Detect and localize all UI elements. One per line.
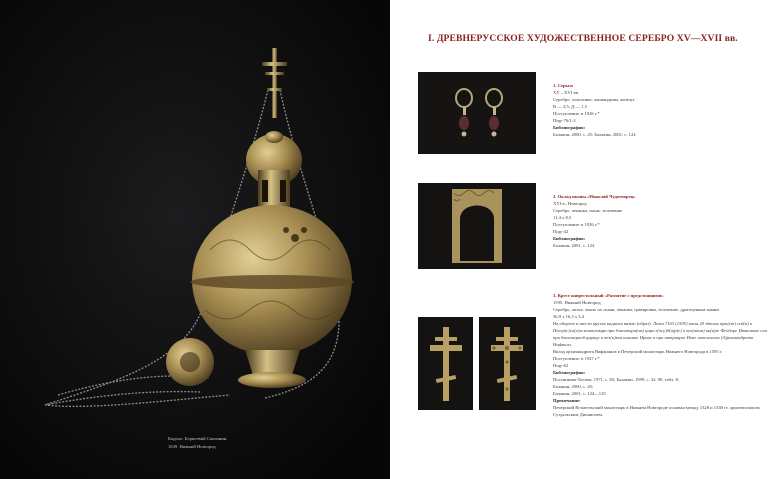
right-page — [390, 0, 780, 479]
entry-material: Серебро, золочение, альмандины, жемчуг — [553, 97, 635, 102]
entry-bib: Балакин, 2001, с. 124 — [553, 243, 595, 248]
entry-size: 11,4 х 8,5 — [553, 215, 572, 220]
entry-material: Серебро, чеканка, скань, золочение — [553, 208, 623, 213]
entry-note-label: Примечание: — [553, 398, 581, 403]
cross-front-photo — [418, 317, 473, 410]
icon-cover-photo — [418, 183, 536, 269]
caption-line-1: Кадило. Борисевий Сколинин. — [168, 436, 228, 441]
entry-bib-2: Балакин, 2000, с. 45; — [553, 384, 594, 389]
earrings-photo — [418, 72, 536, 154]
entry-note: Печерский Вознесенский монастырь в Нижнем Новгороде основан между 1328 и 1330 гг. архиепископом Суздальским Дионисием. — [553, 405, 760, 417]
entry-bib-1: Постникова-Лосева, 1971, с. 83; Балакин, 1999, с. 32, 90, табл. 8; — [553, 377, 680, 382]
entry-size: В — 3,5; Д — 1,5 — [553, 104, 587, 109]
entry-date: XVI в., Новгород — [553, 201, 587, 206]
entry-bib-label: Библиография: — [553, 125, 586, 130]
entry-inventory: Пщу-62 — [553, 363, 569, 368]
catalog-entry-3 — [553, 292, 768, 418]
entry-bib-3: Балакин, 2001, с. 124—125 — [553, 391, 606, 396]
entry-acquisition: Поступление: в 1926 г.* — [553, 111, 600, 116]
entry-acquisition: Поступление: в 1926 г.* — [553, 222, 600, 227]
photo-caption — [168, 435, 288, 451]
entry-material: Серебро, литье, эмаль по скани, чеканка, гравировка, золочение, драгоценные камни — [553, 307, 719, 312]
entry-inventory: Пщу-76/1-2 — [553, 118, 576, 123]
inscription-intro: На обороте в шести кругах надпись вязью (образ): — [553, 321, 652, 326]
catalog-entry-2 — [553, 193, 768, 249]
entry-bib: Балакин, 2000, с. 45; Балакин, 2001, с. 124 — [553, 132, 636, 137]
entry-inscription — [553, 320, 768, 348]
censer-base — [238, 372, 306, 388]
inscription-text: Лета 7103 (1595) июля 20 здѣлан крѣ(ст) сей(и) в Печер(с)ск(о)м монастыри при благовѣрн(ом) цари г(осу)д(а)р(е) и вел(иком) кн(я)зе Феодоре Ивановиче сии при благоверной царице и вел(и)кои кнагине Ирине и при патриархе Иове повелением (А)рхимандрита Нафаила. — [553, 321, 767, 347]
entry-bib-label: Библиография: — [553, 370, 586, 375]
entry-title: 2. Оклад иконы «Николай Чудотворец» — [553, 194, 636, 199]
entry-inventory: Пщу-42 — [553, 229, 569, 234]
cross-back-photo — [479, 317, 536, 410]
entry-acquisition: Поступление: в 1927 г.* — [553, 356, 600, 361]
entry-donor: Вклад архимандрита Нафанаила в Печерский монастырь Нижнего Новгорода в 1595 г. — [553, 349, 723, 354]
catalog-entry-1 — [553, 82, 768, 138]
entry-bib-label: Библиография: — [553, 236, 586, 241]
entry-date: 1595. Нижний Новгород — [553, 300, 601, 305]
caption-line-2: 1639. Нижний Новгород — [168, 444, 216, 449]
section-heading: I. ДРЕВНЕРУССКОЕ ХУДОЖЕСТВЕННОЕ СЕРЕБРО XV—XVII вв. — [428, 33, 738, 44]
entry-title: 1. Серьги — [553, 83, 573, 88]
entry-title: 3. Крест напрестольный «Распятие с предстоящими» — [553, 293, 664, 298]
entry-size: 36,9 х 16,3 х 3,4 — [553, 314, 585, 319]
entry-date: XV – XVI вв. — [553, 90, 579, 95]
censer-stem — [245, 350, 300, 375]
